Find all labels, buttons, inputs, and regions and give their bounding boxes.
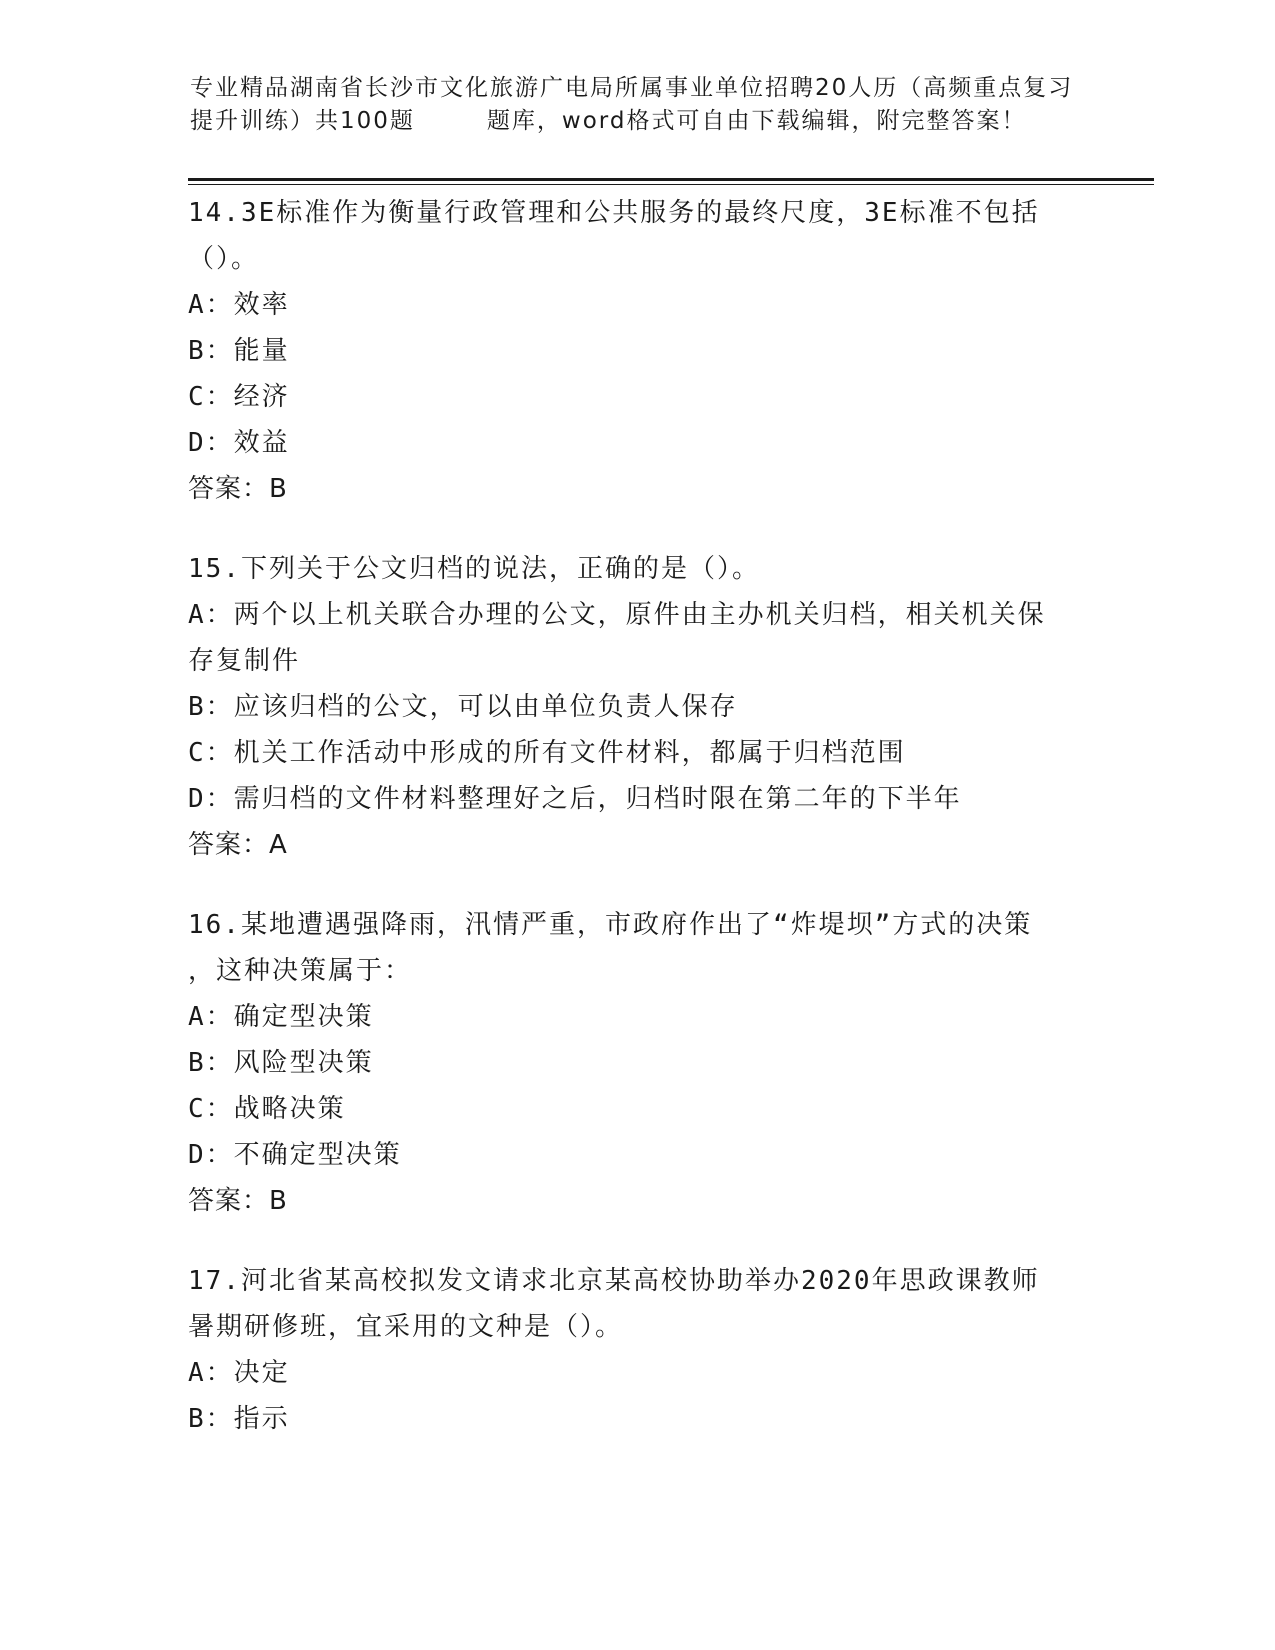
header-title-line1: 专业精品湖南省长沙市文化旅游广电局所属事业单位招聘20人历（高频重点复习 bbox=[190, 75, 1074, 101]
option-b: B：应该归档的公文，可以由单位负责人保存 bbox=[188, 692, 738, 722]
option-d: D：不确定型决策 bbox=[188, 1140, 402, 1170]
document-header bbox=[190, 72, 1090, 138]
option-a: A：效率 bbox=[188, 290, 290, 320]
option-b: B：指示 bbox=[188, 1404, 290, 1434]
question-14 bbox=[188, 190, 1088, 512]
question-stem: 14.3E标准作为衡量行政管理和公共服务的最终尺度，3E标准不包括 bbox=[188, 198, 1040, 228]
option-c: C：经济 bbox=[188, 382, 290, 412]
question-15 bbox=[188, 546, 1088, 868]
option-b: B：能量 bbox=[188, 336, 290, 366]
header-divider-thin bbox=[188, 184, 1154, 185]
option-a-continued: 存复制件 bbox=[188, 646, 301, 676]
header-title-line2 bbox=[190, 105, 1090, 138]
option-c: C：机关工作活动中形成的所有文件材料，都属于归档范围 bbox=[188, 738, 906, 768]
option-a: A：确定型决策 bbox=[188, 1002, 374, 1032]
option-d: D：需归档的文件材料整理好之后，归档时限在第二年的下半年 bbox=[188, 784, 962, 814]
header-title-line2-right: 题库，word格式可自由下载编辑，附完整答案！ bbox=[486, 108, 1027, 134]
question-stem: 暑期研修班，宜采用的文种是（）。 bbox=[188, 1312, 624, 1342]
header-divider-thick bbox=[188, 178, 1154, 181]
option-c: C：战略决策 bbox=[188, 1094, 346, 1124]
answer: 答案：B bbox=[188, 474, 288, 504]
question-16 bbox=[188, 902, 1088, 1224]
answer: 答案：A bbox=[188, 830, 288, 860]
question-list bbox=[188, 190, 1088, 1476]
option-d: D：效益 bbox=[188, 428, 290, 458]
option-a: A：两个以上机关联合办理的公文，原件由主办机关归档，相关机关保 bbox=[188, 600, 1046, 630]
question-stem: （）。 bbox=[188, 244, 260, 274]
question-stem: 17.河北省某高校拟发文请求北京某高校协助举办2020年思政课教师 bbox=[188, 1266, 1040, 1296]
option-b: B：风险型决策 bbox=[188, 1048, 374, 1078]
header-title-line2-left: 提升训练）共100题 bbox=[190, 108, 415, 134]
question-stem: ，这种决策属于： bbox=[188, 956, 413, 986]
question-stem: 15.下列关于公文归档的说法，正确的是（）。 bbox=[188, 554, 760, 584]
question-17 bbox=[188, 1258, 1088, 1442]
answer: 答案：B bbox=[188, 1186, 288, 1216]
question-stem: 16.某地遭遇强降雨，汛情严重，市政府作出了“炸堤坝”方式的决策 bbox=[188, 910, 1033, 940]
option-a: A：决定 bbox=[188, 1358, 290, 1388]
